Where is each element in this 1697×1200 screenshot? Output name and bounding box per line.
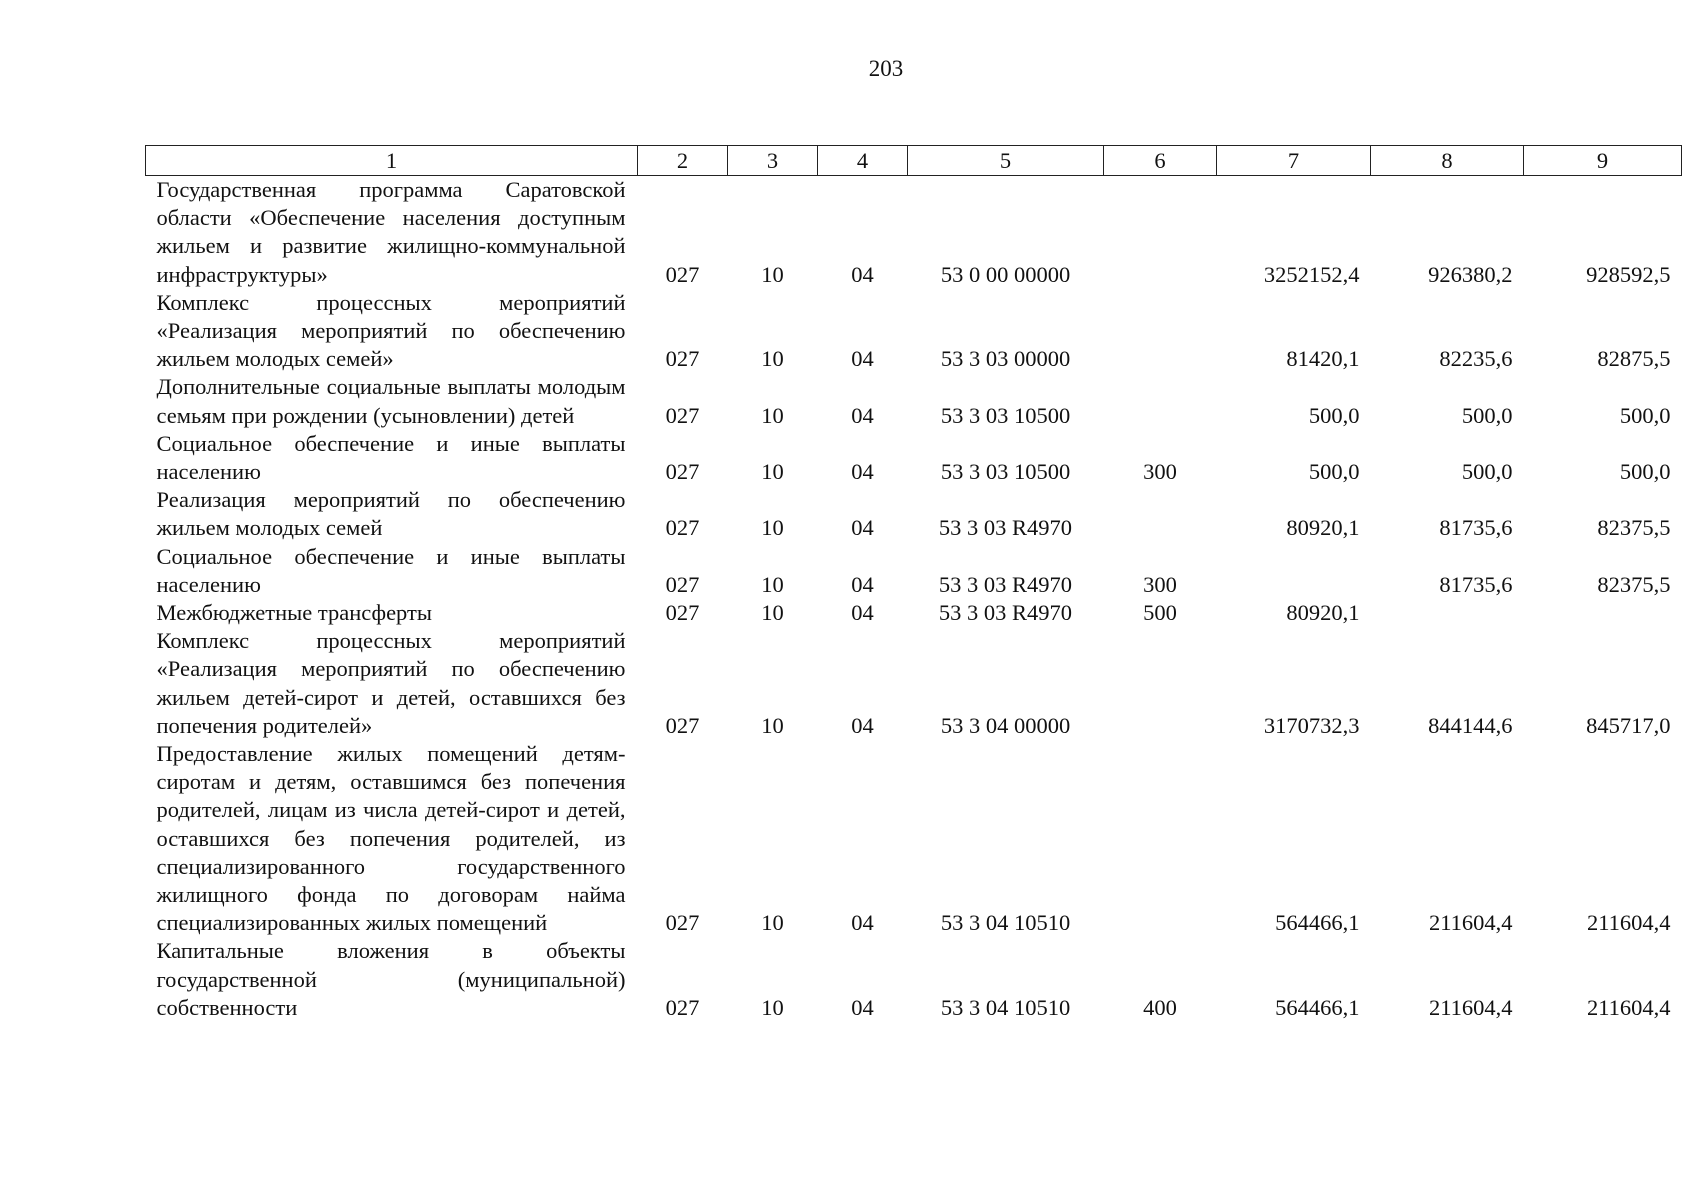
section-code: 10 bbox=[761, 994, 784, 1020]
column-header-3: 3 bbox=[728, 146, 818, 176]
budget-table bbox=[145, 145, 1682, 1022]
section-code: 10 bbox=[761, 600, 784, 626]
row-name: Межбюджетные трансферты bbox=[156, 600, 432, 626]
subsection-code: 04 bbox=[851, 261, 874, 287]
expense-type-code: 300 bbox=[1143, 571, 1177, 597]
amount-col-8: 926380,2 bbox=[1428, 261, 1513, 287]
column-header-9: 9 bbox=[1524, 146, 1682, 176]
target-article-code: 53 3 03 10500 bbox=[940, 402, 1071, 428]
amount-col-9: 845717,0 bbox=[1586, 712, 1671, 738]
row-name: Государственная программа Саратовской области «Обеспечение населения доступным жильем и развитие жилищно-коммунальной инфраструктуры» bbox=[156, 177, 626, 287]
column-header-8: 8 bbox=[1371, 146, 1524, 176]
header-row bbox=[146, 146, 1682, 176]
ministry-code: 027 bbox=[665, 515, 700, 541]
section-code: 10 bbox=[761, 346, 784, 372]
subsection-code: 04 bbox=[851, 600, 874, 626]
table-row bbox=[146, 599, 1682, 627]
expense-type-code: 500 bbox=[1143, 600, 1177, 626]
column-header-1: 1 bbox=[146, 146, 638, 176]
row-name: Реализация мероприятий по обеспечению жильем молодых семей bbox=[156, 487, 626, 541]
amount-col-9: 82375,5 bbox=[1597, 571, 1671, 597]
amount-col-9: 928592,5 bbox=[1586, 261, 1671, 287]
table-row bbox=[146, 176, 1682, 289]
table-body bbox=[146, 176, 1682, 1023]
row-name: Предоставление жилых помещений детям-сиротам и детям, оставшимся без попечения родителей, лицам из числа детей-сирот и детей, оставшихся без попечения родителей, из специализированного государственного жилищного фонда по договорам найма специализированных жилых помещений bbox=[156, 741, 626, 936]
amount-col-7: 564466,1 bbox=[1275, 994, 1360, 1020]
subsection-code: 04 bbox=[851, 571, 874, 597]
target-article-code: 53 3 04 10510 bbox=[940, 910, 1071, 936]
target-article-code: 53 3 03 R4970 bbox=[938, 600, 1073, 626]
ministry-code: 027 bbox=[665, 600, 700, 626]
table-header bbox=[146, 146, 1682, 176]
expense-type-code bbox=[1104, 627, 1217, 740]
amount-col-7: 80920,1 bbox=[1286, 515, 1360, 541]
column-header-7: 7 bbox=[1217, 146, 1371, 176]
target-article-code: 53 3 03 R4970 bbox=[938, 515, 1073, 541]
subsection-code: 04 bbox=[851, 994, 874, 1020]
expense-type-code bbox=[1104, 289, 1217, 374]
amount-col-9: 211604,4 bbox=[1586, 910, 1671, 936]
amount-col-8: 844144,6 bbox=[1428, 712, 1513, 738]
target-article-code: 53 3 03 10500 bbox=[940, 459, 1071, 485]
subsection-code: 04 bbox=[851, 459, 874, 485]
section-code: 10 bbox=[761, 910, 784, 936]
column-header-6: 6 bbox=[1104, 146, 1217, 176]
ministry-code: 027 bbox=[665, 994, 700, 1020]
table-row bbox=[146, 937, 1682, 1022]
amount-col-9 bbox=[1524, 599, 1682, 627]
ministry-code: 027 bbox=[665, 459, 700, 485]
table-row bbox=[146, 373, 1682, 429]
table-row bbox=[146, 627, 1682, 740]
target-article-code: 53 3 03 00000 bbox=[940, 346, 1071, 372]
row-name: Комплекс процессных мероприятий «Реализация мероприятий по обеспечению жильем детей-сирот и детей, оставшихся без попечения родителей» bbox=[156, 628, 626, 738]
row-name: Комплекс процессных мероприятий «Реализация мероприятий по обеспечению жильем молодых семей» bbox=[156, 289, 626, 372]
subsection-code: 04 bbox=[851, 346, 874, 372]
ministry-code: 027 bbox=[665, 712, 700, 738]
target-article-code: 53 0 00 00000 bbox=[940, 261, 1071, 287]
expense-type-code: 400 bbox=[1143, 994, 1177, 1020]
target-article-code: 53 3 04 00000 bbox=[940, 712, 1071, 738]
amount-col-9: 82375,5 bbox=[1597, 515, 1671, 541]
ministry-code: 027 bbox=[665, 910, 700, 936]
amount-col-8: 211604,4 bbox=[1428, 910, 1513, 936]
expense-type-code: 300 bbox=[1143, 459, 1177, 485]
amount-col-7 bbox=[1217, 543, 1371, 599]
section-code: 10 bbox=[761, 571, 784, 597]
section-code: 10 bbox=[761, 515, 784, 541]
column-header-5: 5 bbox=[908, 146, 1104, 176]
amount-col-8: 81735,6 bbox=[1439, 515, 1513, 541]
amount-col-8 bbox=[1371, 599, 1524, 627]
section-code: 10 bbox=[761, 459, 784, 485]
subsection-code: 04 bbox=[851, 515, 874, 541]
subsection-code: 04 bbox=[851, 402, 874, 428]
page-number: 203 bbox=[868, 56, 904, 81]
ministry-code: 027 bbox=[665, 346, 700, 372]
row-name: Социальное обеспечение и иные выплаты населению bbox=[156, 543, 626, 597]
expense-type-code bbox=[1104, 740, 1217, 937]
section-code: 10 bbox=[761, 402, 784, 428]
amount-col-8: 211604,4 bbox=[1428, 994, 1513, 1020]
amount-col-9: 500,0 bbox=[1619, 459, 1671, 485]
amount-col-8: 500,0 bbox=[1461, 402, 1513, 428]
ministry-code: 027 bbox=[665, 261, 700, 287]
row-name: Дополнительные социальные выплаты молодым семьям при рождении (усыновлении) детей bbox=[156, 374, 626, 428]
column-header-2: 2 bbox=[638, 146, 728, 176]
amount-col-9: 211604,4 bbox=[1586, 994, 1671, 1020]
expense-type-code bbox=[1104, 176, 1217, 289]
amount-col-7: 564466,1 bbox=[1275, 910, 1360, 936]
table-row bbox=[146, 430, 1682, 486]
column-header-4: 4 bbox=[818, 146, 908, 176]
target-article-code: 53 3 04 10510 bbox=[940, 994, 1071, 1020]
table-row bbox=[146, 486, 1682, 542]
amount-col-7: 500,0 bbox=[1308, 459, 1360, 485]
amount-col-8: 81735,6 bbox=[1439, 571, 1513, 597]
amount-col-8: 82235,6 bbox=[1439, 346, 1513, 372]
subsection-code: 04 bbox=[851, 910, 874, 936]
expense-type-code bbox=[1104, 486, 1217, 542]
table-row bbox=[146, 289, 1682, 374]
subsection-code: 04 bbox=[851, 712, 874, 738]
amount-col-7: 3252152,4 bbox=[1263, 261, 1360, 287]
section-code: 10 bbox=[761, 712, 784, 738]
amount-col-7: 3170732,3 bbox=[1263, 712, 1360, 738]
amount-col-8: 500,0 bbox=[1461, 459, 1513, 485]
expense-type-code bbox=[1104, 373, 1217, 429]
ministry-code: 027 bbox=[665, 402, 700, 428]
amount-col-7: 80920,1 bbox=[1286, 600, 1360, 626]
amount-col-7: 500,0 bbox=[1308, 402, 1360, 428]
ministry-code: 027 bbox=[665, 571, 700, 597]
row-name: Капитальные вложения в объекты государственной (муниципальной) собственности bbox=[156, 938, 626, 1020]
amount-col-9: 82875,5 bbox=[1597, 346, 1671, 372]
table-row bbox=[146, 740, 1682, 937]
table-row bbox=[146, 543, 1682, 599]
target-article-code: 53 3 03 R4970 bbox=[938, 571, 1073, 597]
amount-col-9: 500,0 bbox=[1619, 402, 1671, 428]
row-name: Социальное обеспечение и иные выплаты населению bbox=[156, 430, 626, 485]
section-code: 10 bbox=[761, 261, 784, 287]
amount-col-7: 81420,1 bbox=[1286, 346, 1360, 372]
